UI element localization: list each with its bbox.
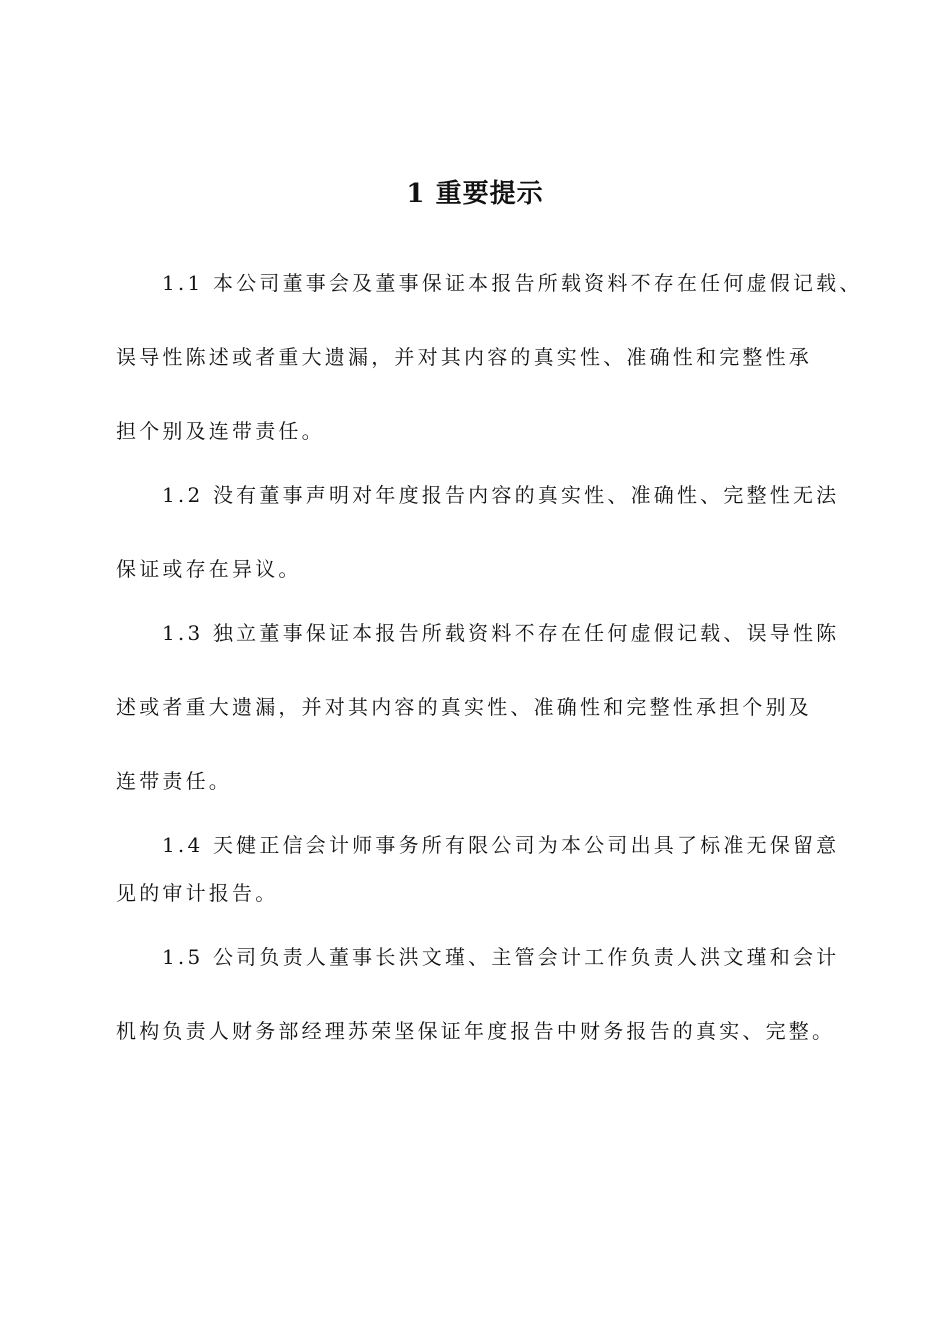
paragraph-1-4-line-2: 见的审计报告。 bbox=[116, 881, 279, 905]
paragraph-1-2-line-1: 1.2 没有董事声明对年度报告内容的真实性、准确性、完整性无法 bbox=[162, 483, 840, 507]
paragraph-1-1-line-2: 误导性陈述或者重大遗漏，并对其内容的真实性、准确性和完整性承 bbox=[116, 345, 812, 369]
paragraph-1-1-line-3: 担个别及连带责任。 bbox=[116, 419, 325, 443]
paragraph-1-5-line-1: 1.5 公司负责人董事长洪文瑾、主管会计工作负责人洪文瑾和会计 bbox=[162, 945, 840, 969]
paragraph-1-3-line-2: 述或者重大遗漏，并对其内容的真实性、准确性和完整性承担个别及 bbox=[116, 695, 812, 719]
paragraph-1-4-line-1: 1.4 天健正信会计师事务所有限公司为本公司出具了标准无保留意 bbox=[162, 833, 840, 857]
paragraph-1-2-line-2: 保证或存在异议。 bbox=[116, 557, 302, 581]
paragraph-1-3-line-1: 1.3 独立董事保证本报告所载资料不存在任何虚假记载、误导性陈 bbox=[162, 621, 840, 645]
paragraph-1-1-line-1: 1.1 本公司董事会及董事保证本报告所载资料不存在任何虚假记载、 bbox=[162, 271, 863, 295]
paragraph-1-5-line-2: 机构负责人财务部经理苏荣坚保证年度报告中财务报告的真实、完整。 bbox=[116, 1019, 836, 1043]
section-title: 1 重要提示 bbox=[406, 179, 544, 209]
paragraph-1-3-line-3: 连带责任。 bbox=[116, 769, 232, 793]
